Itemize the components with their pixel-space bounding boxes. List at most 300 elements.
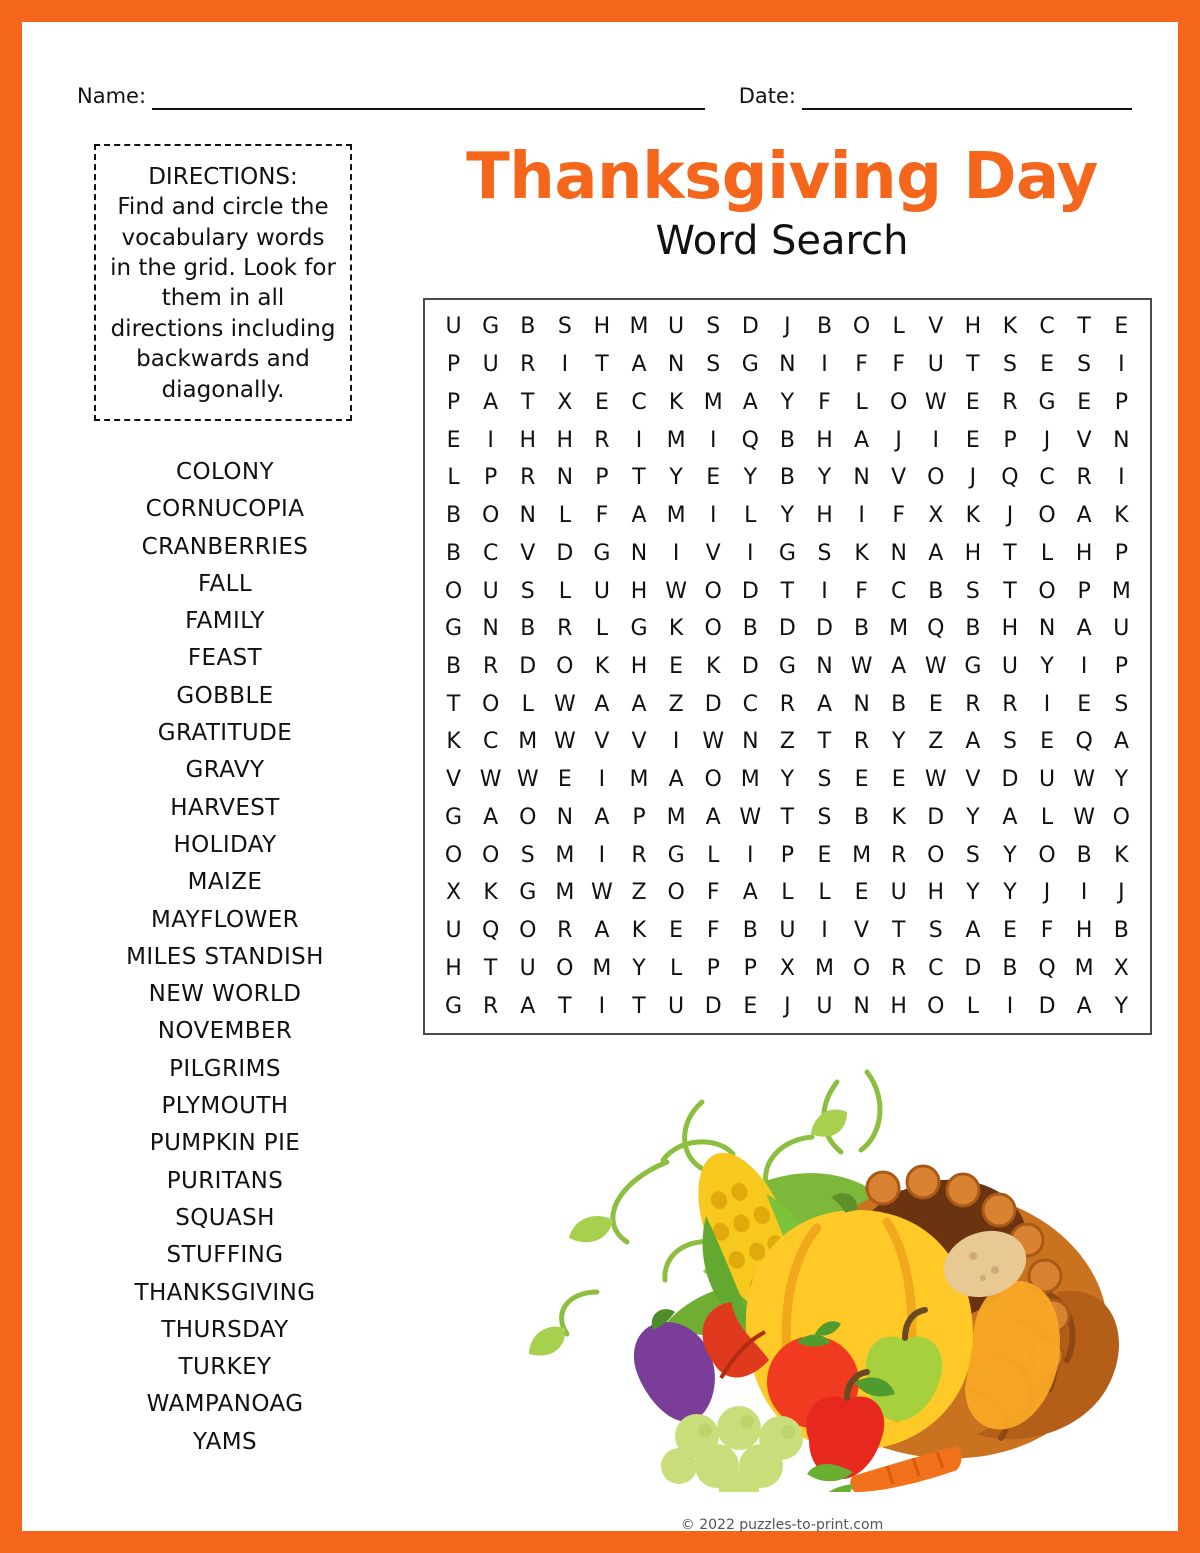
grid-cell[interactable]: N xyxy=(519,503,536,529)
grid-cell[interactable]: Y xyxy=(743,465,758,491)
grid-cell[interactable]: I xyxy=(747,842,754,868)
grid-cell[interactable]: O xyxy=(704,578,722,604)
grid-cell[interactable]: O xyxy=(519,918,537,944)
grid-cell[interactable]: S xyxy=(557,314,572,340)
grid-cell[interactable]: R xyxy=(1076,465,1092,491)
grid-cell[interactable]: O xyxy=(1112,804,1130,830)
grid-cell[interactable]: S xyxy=(817,804,832,830)
grid-cell[interactable]: B xyxy=(1113,918,1129,944)
grid-cell[interactable]: Y xyxy=(1114,993,1129,1019)
grid-cell[interactable]: T xyxy=(780,804,795,830)
grid-cell[interactable]: W xyxy=(924,653,947,679)
grid-cell[interactable]: E xyxy=(928,691,943,717)
grid-cell[interactable]: T xyxy=(1003,540,1017,566)
grid-cell[interactable]: Z xyxy=(779,729,795,755)
grid-cell[interactable]: G xyxy=(593,540,611,566)
grid-cell[interactable]: L xyxy=(707,842,720,868)
grid-cell[interactable]: A xyxy=(1076,616,1092,642)
grid-cell[interactable]: B xyxy=(779,427,795,453)
grid-cell[interactable]: A xyxy=(854,427,870,453)
grid-cell[interactable]: S xyxy=(706,352,721,378)
grid-cell[interactable]: S xyxy=(928,918,943,944)
grid-cell[interactable]: P xyxy=(706,955,720,981)
grid-cell[interactable]: T xyxy=(632,465,646,491)
word-list-item[interactable]: WAMPANOAG xyxy=(146,1391,304,1418)
grid-cell[interactable]: F xyxy=(892,352,905,378)
grid-cell[interactable]: T xyxy=(483,955,498,981)
name-input-line[interactable] xyxy=(152,82,705,110)
word-list-item[interactable]: SQUASH xyxy=(175,1204,275,1231)
grid-cell[interactable]: O xyxy=(481,691,500,717)
grid-cell[interactable]: T xyxy=(558,993,572,1019)
grid-cell[interactable]: E xyxy=(1040,729,1054,755)
grid-cell[interactable]: O xyxy=(519,804,537,830)
grid-cell[interactable]: B xyxy=(965,616,981,642)
grid-cell[interactable]: I xyxy=(932,427,940,453)
grid-cell[interactable]: Z xyxy=(631,880,647,906)
grid-cell[interactable]: N xyxy=(742,729,759,755)
grid-cell[interactable]: H xyxy=(964,314,982,340)
word-list-item[interactable]: FALL xyxy=(197,570,253,597)
grid-cell[interactable]: A xyxy=(594,804,610,830)
grid-cell[interactable]: K xyxy=(854,540,869,566)
grid-cell[interactable]: A xyxy=(594,918,610,944)
grid-cell[interactable]: U xyxy=(927,352,944,378)
grid-cell[interactable]: U xyxy=(482,578,499,604)
grid-cell[interactable]: U xyxy=(445,918,462,944)
grid-cell[interactable]: D xyxy=(741,578,759,604)
grid-cell[interactable]: I xyxy=(821,578,828,604)
grid-cell[interactable]: A xyxy=(1076,993,1092,1019)
grid-cell[interactable]: A xyxy=(631,503,647,529)
grid-cell[interactable]: N xyxy=(667,352,685,378)
grid-cell[interactable]: Y xyxy=(780,503,795,529)
grid-cell[interactable]: A xyxy=(483,804,499,830)
grid-cell[interactable]: O xyxy=(1038,503,1056,529)
grid-cell[interactable]: Y xyxy=(780,767,795,793)
grid-cell[interactable]: K xyxy=(594,653,610,679)
grid-cell[interactable]: I xyxy=(672,729,680,755)
grid-cell[interactable]: A xyxy=(520,993,536,1019)
grid-cell[interactable]: E xyxy=(743,993,758,1019)
grid-cell[interactable]: I xyxy=(1118,352,1125,378)
grid-cell[interactable]: T xyxy=(817,729,832,755)
grid-cell[interactable]: E xyxy=(669,653,684,679)
grid-cell[interactable]: Y xyxy=(1040,653,1054,679)
grid-cell[interactable]: V xyxy=(631,729,647,755)
grid-cell[interactable]: C xyxy=(742,691,758,717)
grid-cell[interactable]: I xyxy=(1043,691,1051,717)
grid-cell[interactable]: V xyxy=(1076,427,1092,453)
grid-cell[interactable]: U xyxy=(1038,767,1056,793)
grid-cell[interactable]: M xyxy=(889,616,909,642)
grid-cell[interactable]: K xyxy=(891,804,906,830)
grid-cell[interactable]: K xyxy=(668,616,684,642)
grid-cell[interactable]: L xyxy=(558,503,571,529)
word-list-item[interactable]: MAIZE xyxy=(187,869,263,896)
grid-cell[interactable]: E xyxy=(594,389,609,415)
grid-cell[interactable]: A xyxy=(928,540,944,566)
grid-cell[interactable]: I xyxy=(598,842,606,868)
grid-cell[interactable]: F xyxy=(855,578,868,604)
grid-cell[interactable]: P xyxy=(446,352,461,378)
grid-cell[interactable]: Y xyxy=(780,389,795,415)
grid-cell[interactable]: P xyxy=(1077,578,1091,604)
word-list-item[interactable]: GRAVY xyxy=(185,757,265,784)
grid-cell[interactable]: D xyxy=(704,691,722,717)
grid-cell[interactable]: M xyxy=(666,503,686,529)
grid-cell[interactable]: C xyxy=(631,389,647,415)
grid-cell[interactable]: K xyxy=(483,880,498,906)
grid-cell[interactable]: H xyxy=(445,955,462,981)
grid-cell[interactable]: D xyxy=(927,804,945,830)
grid-cell[interactable]: P xyxy=(1114,540,1128,566)
grid-cell[interactable]: G xyxy=(445,804,463,830)
grid-cell[interactable]: O xyxy=(704,767,722,793)
grid-cell[interactable]: P xyxy=(446,389,461,415)
grid-cell[interactable]: X xyxy=(557,389,573,415)
grid-cell[interactable]: D xyxy=(1001,767,1019,793)
grid-cell[interactable]: Y xyxy=(966,804,980,830)
grid-cell[interactable]: G xyxy=(445,993,463,1019)
grid-cell[interactable]: H xyxy=(1001,616,1019,642)
grid-cell[interactable]: W xyxy=(591,880,613,906)
grid-cell[interactable]: E xyxy=(854,880,869,906)
grid-cell[interactable]: W xyxy=(516,767,539,793)
grid-cell[interactable]: Q xyxy=(481,918,500,944)
grid-cell[interactable]: O xyxy=(927,993,945,1019)
word-list-item[interactable]: PURITANS xyxy=(166,1167,284,1194)
word-list-item[interactable]: NOVEMBER xyxy=(157,1018,293,1045)
grid-cell[interactable]: P xyxy=(1003,427,1017,453)
grid-cell[interactable]: Q xyxy=(1038,955,1056,981)
grid-cell[interactable]: T xyxy=(632,993,646,1019)
grid-cell[interactable]: S xyxy=(1077,352,1092,378)
grid-cell[interactable]: S xyxy=(1002,729,1017,755)
grid-cell[interactable]: H xyxy=(556,427,574,453)
grid-cell[interactable]: L xyxy=(447,465,460,491)
grid-cell[interactable]: J xyxy=(1043,880,1051,906)
grid-cell[interactable]: D xyxy=(556,540,574,566)
grid-cell[interactable]: D xyxy=(741,314,759,340)
grid-cell[interactable]: H xyxy=(630,578,648,604)
word-list-item[interactable]: COLONY xyxy=(176,459,274,485)
grid-cell[interactable]: I xyxy=(487,427,494,453)
grid-cell[interactable]: S xyxy=(817,540,832,566)
grid-cell[interactable]: G xyxy=(445,616,463,642)
grid-cell[interactable]: K xyxy=(705,653,721,679)
grid-cell[interactable]: F xyxy=(706,880,720,906)
grid-cell[interactable]: O xyxy=(1038,842,1056,868)
grid-cell[interactable]: V xyxy=(705,540,721,566)
grid-cell[interactable]: R xyxy=(631,842,647,868)
grid-cell[interactable]: P xyxy=(1114,653,1128,679)
grid-cell[interactable]: M xyxy=(740,767,760,793)
grid-cell[interactable]: E xyxy=(891,767,906,793)
grid-cell[interactable]: A xyxy=(668,767,684,793)
grid-cell[interactable]: L xyxy=(521,691,534,717)
grid-cell[interactable]: P xyxy=(595,465,609,491)
grid-cell[interactable]: B xyxy=(928,578,944,604)
grid-cell[interactable]: Y xyxy=(632,955,646,981)
grid-cell[interactable]: V xyxy=(520,540,536,566)
grid-cell[interactable]: R xyxy=(557,616,573,642)
grid-cell[interactable]: B xyxy=(816,314,833,340)
grid-cell[interactable]: C xyxy=(482,729,499,755)
grid-cell[interactable]: L xyxy=(781,880,794,906)
grid-cell[interactable]: R xyxy=(594,427,610,453)
grid-cell[interactable]: T xyxy=(446,691,461,717)
grid-cell[interactable]: I xyxy=(821,918,828,944)
grid-cell[interactable]: W xyxy=(924,389,947,415)
grid-cell[interactable]: L xyxy=(855,389,868,415)
grid-cell[interactable]: W xyxy=(924,767,947,793)
grid-cell[interactable]: A xyxy=(1113,729,1129,755)
grid-cell[interactable]: N xyxy=(853,465,870,491)
word-list-item[interactable]: MILES STANDISH xyxy=(126,943,324,970)
grid-cell[interactable]: W xyxy=(702,729,725,755)
word-list-item[interactable]: FAMILY xyxy=(185,608,265,635)
grid-cell[interactable]: Y xyxy=(817,465,832,491)
grid-cell[interactable]: B xyxy=(520,314,536,340)
grid-cell[interactable]: O xyxy=(481,503,500,529)
grid-cell[interactable]: I xyxy=(672,540,680,566)
grid-cell[interactable]: D xyxy=(741,653,759,679)
grid-cell[interactable]: K xyxy=(446,729,461,755)
grid-cell[interactable]: F xyxy=(595,503,609,529)
grid-cell[interactable]: K xyxy=(965,503,981,529)
grid-cell[interactable]: O xyxy=(444,842,463,868)
grid-cell[interactable]: O xyxy=(481,842,500,868)
grid-cell[interactable]: Y xyxy=(1114,767,1129,793)
grid-cell[interactable]: G xyxy=(964,653,982,679)
grid-cell[interactable]: B xyxy=(1076,842,1092,868)
grid-cell[interactable]: I xyxy=(747,540,754,566)
grid-cell[interactable]: H xyxy=(890,993,907,1019)
grid-cell[interactable]: I xyxy=(1006,993,1014,1019)
grid-cell[interactable]: I xyxy=(1080,880,1088,906)
grid-cell[interactable]: I xyxy=(635,427,643,453)
grid-cell[interactable]: N xyxy=(556,804,574,830)
grid-cell[interactable]: R xyxy=(779,691,796,717)
word-list-item[interactable]: HOLIDAY xyxy=(173,831,277,858)
grid-cell[interactable]: Y xyxy=(891,729,906,755)
word-search-grid[interactable] xyxy=(423,298,1152,1035)
grid-cell[interactable]: S xyxy=(706,314,721,340)
grid-cell[interactable]: I xyxy=(598,993,606,1019)
grid-cell[interactable]: L xyxy=(892,314,905,340)
grid-cell[interactable]: M xyxy=(703,389,723,415)
grid-cell[interactable]: W xyxy=(553,691,576,717)
grid-cell[interactable]: H xyxy=(964,540,982,566)
grid-cell[interactable]: S xyxy=(1114,691,1129,717)
word-list-item[interactable]: FEAST xyxy=(187,645,263,672)
grid-cell[interactable]: M xyxy=(852,842,872,868)
grid-cell[interactable]: C xyxy=(890,578,907,604)
grid-cell[interactable]: R xyxy=(1002,691,1018,717)
grid-cell[interactable]: C xyxy=(1039,314,1055,340)
grid-cell[interactable]: V xyxy=(965,767,981,793)
grid-cell[interactable]: H xyxy=(927,880,945,906)
grid-cell[interactable]: T xyxy=(891,918,906,944)
grid-cell[interactable]: J xyxy=(895,427,902,453)
grid-cell[interactable]: B xyxy=(446,503,462,529)
grid-cell[interactable]: A xyxy=(705,804,721,830)
grid-cell[interactable]: W xyxy=(739,804,762,830)
grid-cell[interactable]: E xyxy=(557,767,572,793)
grid-cell[interactable]: M xyxy=(666,427,686,453)
grid-cell[interactable]: O xyxy=(852,955,871,981)
grid-cell[interactable]: N xyxy=(1038,616,1056,642)
grid-cell[interactable]: N xyxy=(482,616,499,642)
grid-cell[interactable]: L xyxy=(744,503,757,529)
grid-cell[interactable]: B xyxy=(854,616,870,642)
grid-cell[interactable]: B xyxy=(742,616,758,642)
grid-cell[interactable]: L xyxy=(818,880,831,906)
grid-cell[interactable]: K xyxy=(1114,842,1129,868)
word-list-item[interactable]: NEW WORLD xyxy=(148,981,302,1008)
grid-cell[interactable]: D xyxy=(1038,993,1056,1019)
grid-cell[interactable]: M xyxy=(555,880,575,906)
grid-cell[interactable]: E xyxy=(446,427,461,453)
grid-cell[interactable]: Y xyxy=(966,880,980,906)
grid-cell[interactable]: R xyxy=(482,993,499,1019)
grid-cell[interactable]: I xyxy=(598,767,606,793)
grid-cell[interactable]: I xyxy=(709,503,717,529)
grid-cell[interactable]: U xyxy=(779,918,796,944)
grid-cell[interactable]: Q xyxy=(927,616,945,642)
grid-cell[interactable]: M xyxy=(555,842,575,868)
grid-cell[interactable]: E xyxy=(854,767,869,793)
grid-cell[interactable]: T xyxy=(966,352,980,378)
grid-cell[interactable]: X xyxy=(928,503,944,529)
grid-cell[interactable]: Z xyxy=(668,691,684,717)
grid-cell[interactable]: E xyxy=(669,918,684,944)
word-list-item[interactable]: GRATITUDE xyxy=(157,720,293,747)
grid-cell[interactable]: S xyxy=(520,842,535,868)
grid-cell[interactable]: V xyxy=(891,465,907,491)
grid-cell[interactable]: S xyxy=(965,578,980,604)
grid-cell[interactable]: B xyxy=(779,465,795,491)
grid-cell[interactable]: M xyxy=(629,314,649,340)
grid-cell[interactable]: D xyxy=(519,653,537,679)
grid-cell[interactable]: W xyxy=(553,729,576,755)
grid-cell[interactable]: A xyxy=(965,729,981,755)
grid-cell[interactable]: F xyxy=(706,918,720,944)
grid-cell[interactable]: O xyxy=(704,616,722,642)
grid-cell[interactable]: B xyxy=(446,653,462,679)
grid-cell[interactable]: F xyxy=(855,352,868,378)
grid-cell[interactable]: C xyxy=(1039,465,1055,491)
grid-cell[interactable]: A xyxy=(742,880,758,906)
grid-cell[interactable]: L xyxy=(1040,540,1054,566)
grid-cell[interactable]: W xyxy=(1073,767,1096,793)
grid-cell[interactable]: R xyxy=(520,352,536,378)
grid-cell[interactable]: O xyxy=(556,653,574,679)
word-list-item[interactable]: CORNUCOPIA xyxy=(145,496,305,523)
word-list-item[interactable]: THANKSGIVING xyxy=(134,1279,316,1306)
grid-cell[interactable]: H xyxy=(1075,540,1093,566)
grid-cell[interactable]: W xyxy=(479,767,502,793)
grid-cell[interactable]: K xyxy=(1114,503,1129,529)
grid-cell[interactable]: O xyxy=(927,842,945,868)
grid-cell[interactable]: N xyxy=(816,653,833,679)
grid-cell[interactable]: T xyxy=(521,389,535,415)
grid-cell[interactable]: M xyxy=(666,804,686,830)
grid-cell[interactable]: P xyxy=(743,955,757,981)
grid-cell[interactable]: I xyxy=(1080,653,1088,679)
grid-cell[interactable]: M xyxy=(592,955,612,981)
grid-cell[interactable]: G xyxy=(1038,389,1056,415)
grid-cell[interactable]: K xyxy=(631,918,647,944)
grid-cell[interactable]: X xyxy=(446,880,462,906)
grid-cell[interactable]: R xyxy=(1002,389,1018,415)
grid-cell[interactable]: U xyxy=(593,578,610,604)
word-list-item[interactable]: STUFFING xyxy=(166,1242,284,1269)
grid-cell[interactable]: E xyxy=(1003,918,1017,944)
grid-cell[interactable]: E xyxy=(1040,352,1054,378)
word-list-item[interactable]: MAYFLOWER xyxy=(150,906,300,933)
date-input-line[interactable] xyxy=(802,82,1132,110)
grid-cell[interactable]: N xyxy=(1113,427,1130,453)
grid-cell[interactable]: U xyxy=(668,993,685,1019)
grid-cell[interactable]: A xyxy=(1002,804,1018,830)
grid-cell[interactable]: J xyxy=(969,465,977,491)
grid-cell[interactable]: S xyxy=(817,767,832,793)
grid-cell[interactable]: E xyxy=(1077,389,1092,415)
grid-cell[interactable]: V xyxy=(854,918,870,944)
grid-cell[interactable]: A xyxy=(1076,503,1092,529)
grid-cell[interactable]: R xyxy=(891,955,907,981)
grid-cell[interactable]: I xyxy=(561,352,569,378)
grid-cell[interactable]: M xyxy=(814,955,834,981)
grid-cell[interactable]: K xyxy=(668,389,684,415)
grid-cell[interactable]: O xyxy=(852,314,871,340)
grid-cell[interactable]: U xyxy=(668,314,685,340)
grid-cell[interactable]: Z xyxy=(928,729,944,755)
grid-cell[interactable]: D xyxy=(778,616,796,642)
grid-cell[interactable]: W xyxy=(850,653,873,679)
grid-cell[interactable]: N xyxy=(556,465,574,491)
grid-cell[interactable]: A xyxy=(631,691,647,717)
grid-cell[interactable]: A xyxy=(742,389,758,415)
grid-cell[interactable]: N xyxy=(630,540,648,566)
grid-cell[interactable]: Y xyxy=(669,465,683,491)
grid-cell[interactable]: V xyxy=(594,729,610,755)
grid-cell[interactable]: P xyxy=(632,804,646,830)
grid-cell[interactable]: N xyxy=(890,540,907,566)
grid-cell[interactable]: B xyxy=(891,691,907,717)
grid-cell[interactable]: R xyxy=(520,465,536,491)
grid-cell[interactable]: U xyxy=(1113,616,1130,642)
grid-cell[interactable]: E xyxy=(965,427,980,453)
grid-cell[interactable]: Q xyxy=(1075,729,1093,755)
grid-cell[interactable]: L xyxy=(669,955,683,981)
grid-cell[interactable]: D xyxy=(704,993,722,1019)
grid-cell[interactable]: C xyxy=(482,540,499,566)
grid-cell[interactable]: H xyxy=(816,503,833,529)
grid-cell[interactable]: U xyxy=(816,993,833,1019)
grid-cell[interactable]: R xyxy=(482,653,499,679)
grid-cell[interactable]: R xyxy=(965,691,981,717)
grid-cell[interactable]: H xyxy=(519,427,536,453)
grid-cell[interactable]: H xyxy=(816,427,833,453)
grid-cell[interactable]: W xyxy=(1073,804,1096,830)
grid-cell[interactable]: U xyxy=(1001,653,1018,679)
grid-cell[interactable]: I xyxy=(821,352,828,378)
grid-cell[interactable]: A xyxy=(594,691,610,717)
grid-cell[interactable]: I xyxy=(1118,465,1125,491)
